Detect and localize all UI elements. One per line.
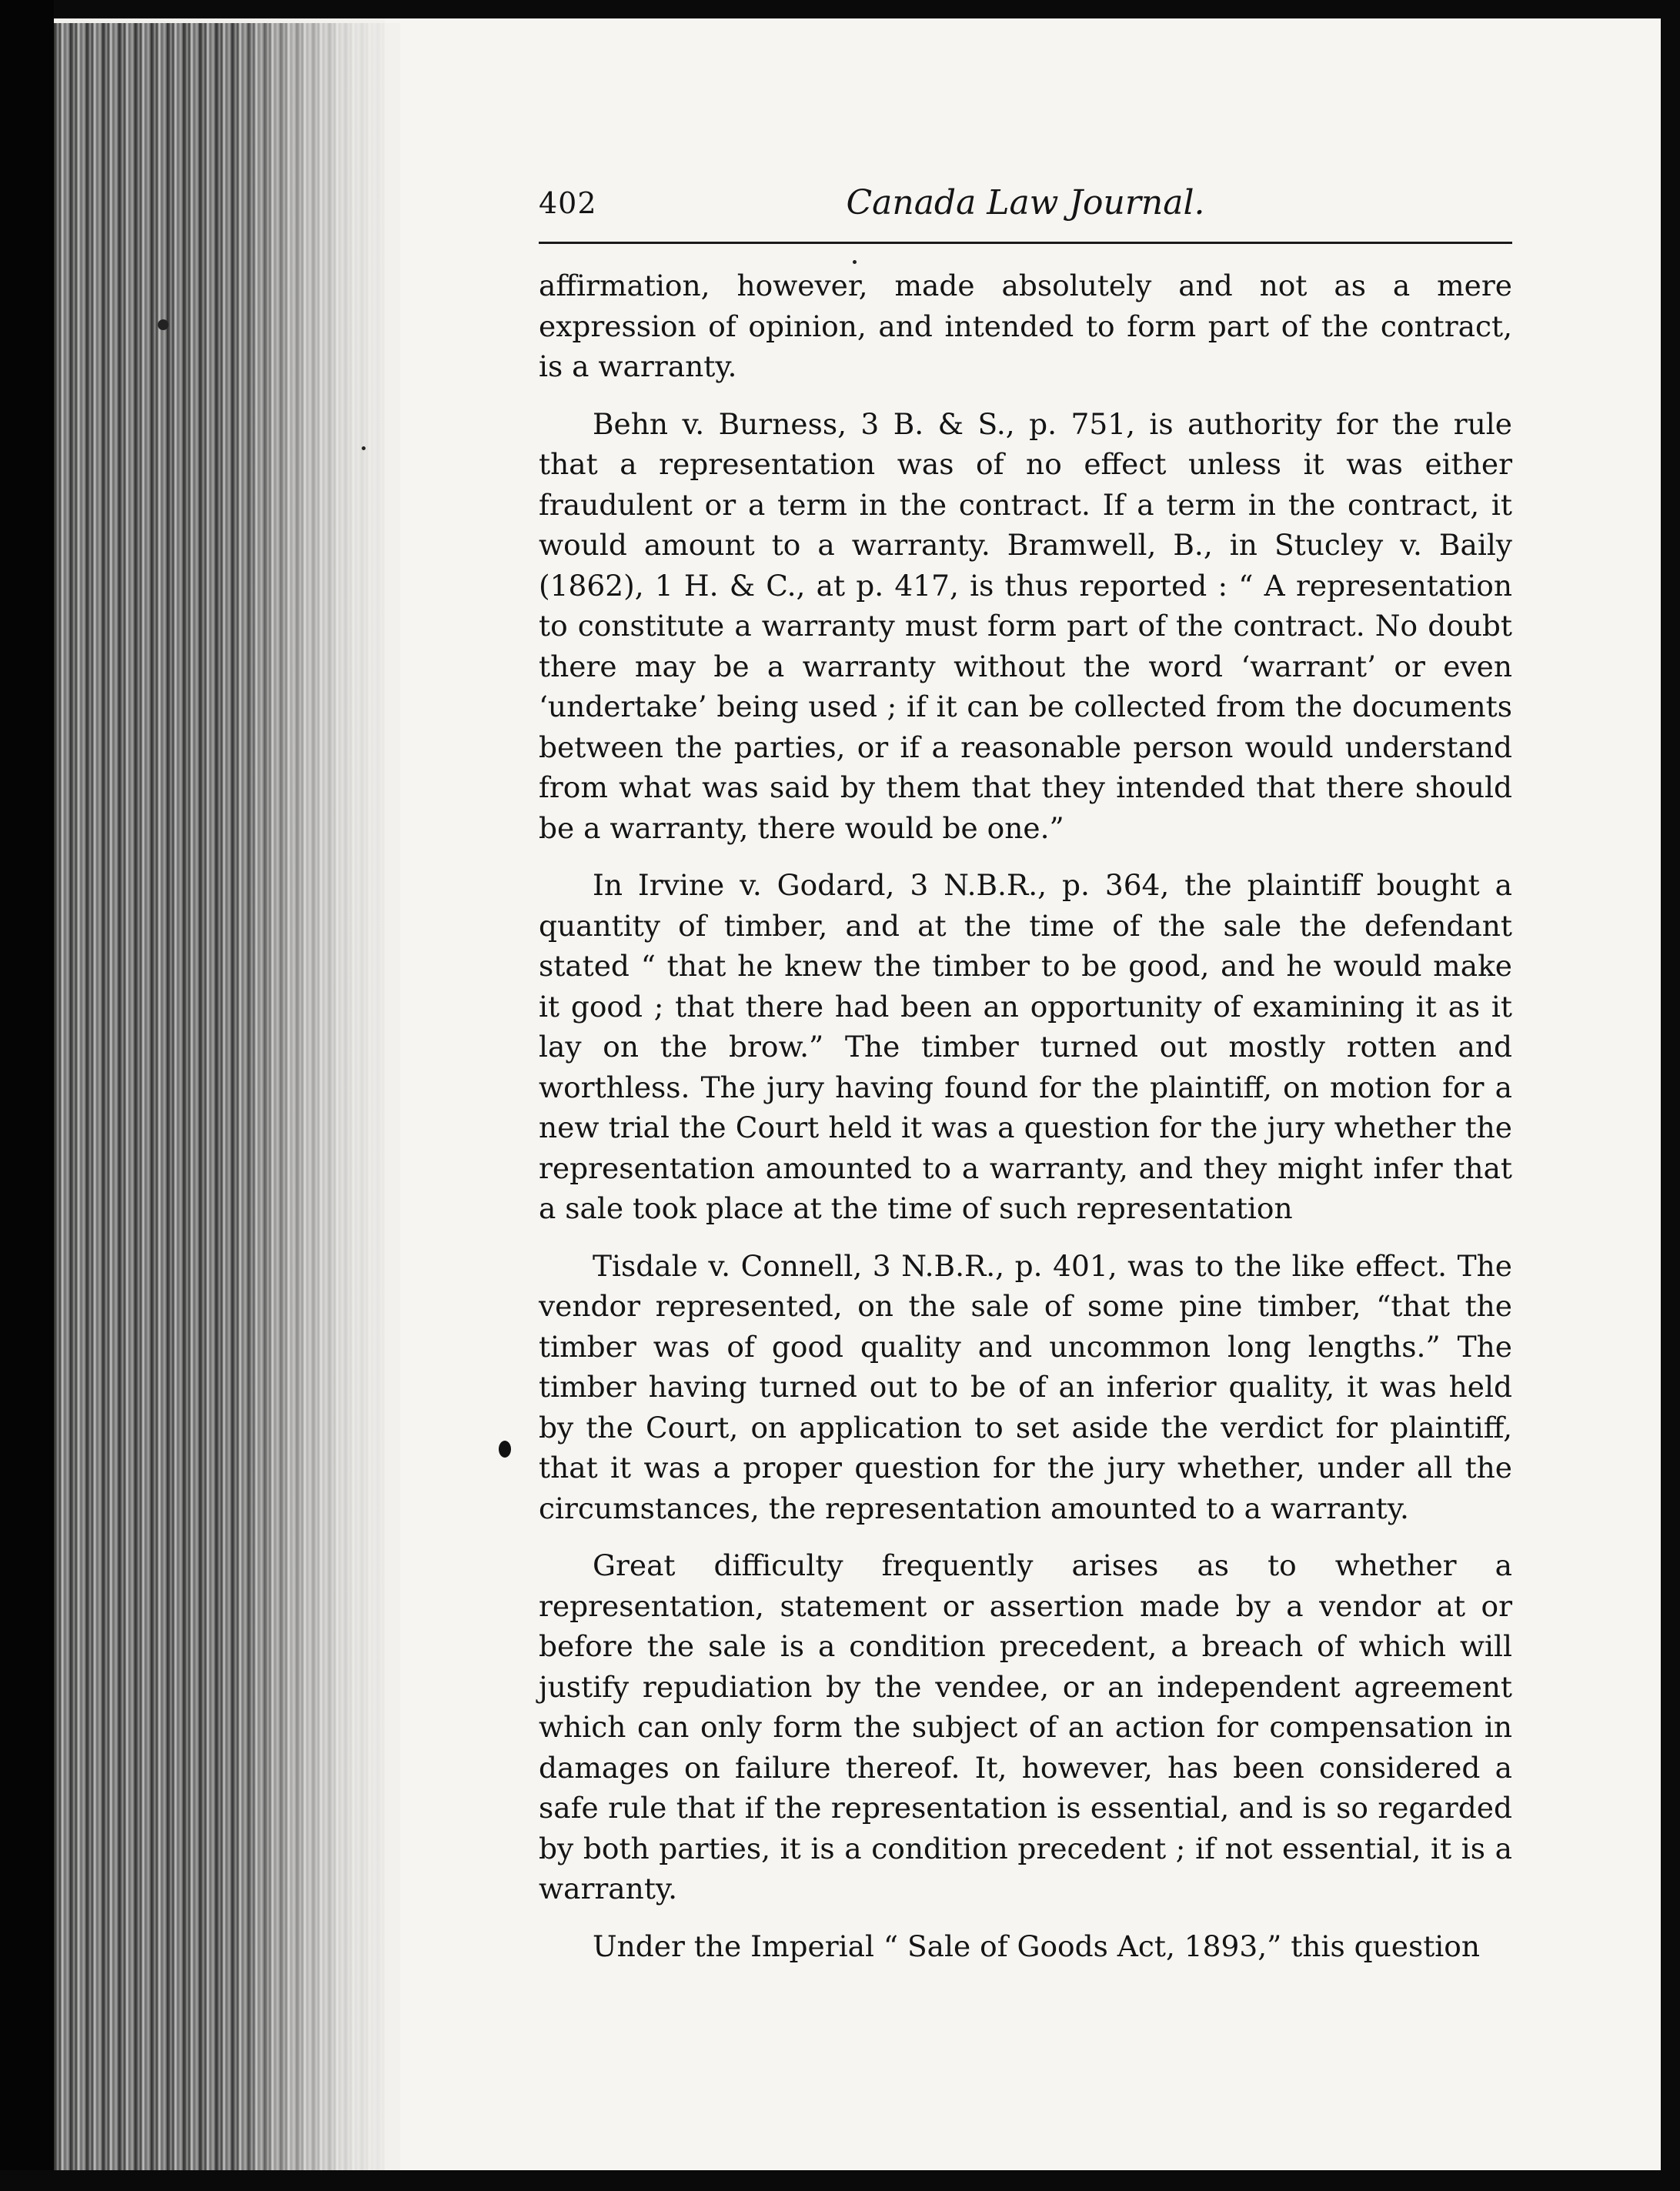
paragraph: affirmation, however, made absolutely and not as a mere expression of opinion, and intended to form part of the contract, is a warranty. (539, 269, 1512, 383)
margin-ink-dot (499, 1441, 511, 1458)
header-rule (539, 242, 1512, 244)
paragraph: Under the Imperial “ Sale of Goods Act, 1893,” this question (593, 1929, 1480, 1963)
scan-left-border (0, 0, 54, 2191)
page-content (539, 179, 1512, 1977)
paragraph: Behn v. Burness, 3 B. & S., p. 751, is authority for the rule that a representation was of no effect unless it was either fraudulent or a term in the contract. If a term in the contract, it would amount to a warranty. Bramwell, B., in Stucley v. Baily (1862), 1 H. & C., at p. 417, is thus reported : “ A representation to constitute a warranty must form part of the contract. No doubt there may be a warranty without the word ‘warrant’ or even ‘undertake’ being used ; if it can be collected from the documents between the parties, or if a reasonable person would understand from what was said by them that they intended that there should be a warranty, there would be one.” (539, 406, 1512, 845)
ink-speck (158, 319, 169, 330)
paragraph: Tisdale v. Connell, 3 N.B.R., p. 401, was to the like effect. The vendor represented, on the sale of some pine timber, “that the timber was of good quality and uncommon long lengths.” The timber having turned out to be of an inferior quality, it was held by the Court, on application to set aside the verdict for plaintiff, that it was a proper question for the jury whether, under all the circumstances, the representation amounted to a warranty. (539, 1248, 1512, 1525)
paragraph: Great difficulty frequently arises as to whether a representation, statement or assertion made by a vendor at or before the sale is a condition precedent, a breach of which will justify repudiation by the vendee, or an independent agreement which can only form the subject of an action for compensation in damages on failure thereof. It, however, has been considered a safe rule that if the representation is essential, and is so regarded by both parties, it is a condition precedent ; if not essential, it is a warranty. (539, 1548, 1512, 1905)
journal-title: Canada Law Journal. (846, 183, 1205, 222)
scan-bottom-border (0, 2170, 1680, 2191)
running-header (539, 179, 1512, 228)
ink-speck (362, 446, 366, 450)
scan-top-border (0, 0, 1680, 18)
page-number: 402 (539, 186, 597, 220)
paragraph: In Irvine v. Godard, 3 N.B.R., p. 364, the plaintiff bought a quantity of timber, and at the time of the sale the defendant stated “ that he knew the timber to be good, and he would make it good ; that there had been an opportunity of examining it as it lay on the brow.” The timber turned out mostly rotten and worthless. The jury having found for the plaintiff, on motion for a new trial the Court held it was a question for the jury whether the representation amounted to a warranty, and they might infer that a sale took place at the time of such representation (539, 868, 1512, 1225)
gutter-shadow (231, 23, 400, 2191)
scan-right-border (1661, 0, 1680, 2191)
